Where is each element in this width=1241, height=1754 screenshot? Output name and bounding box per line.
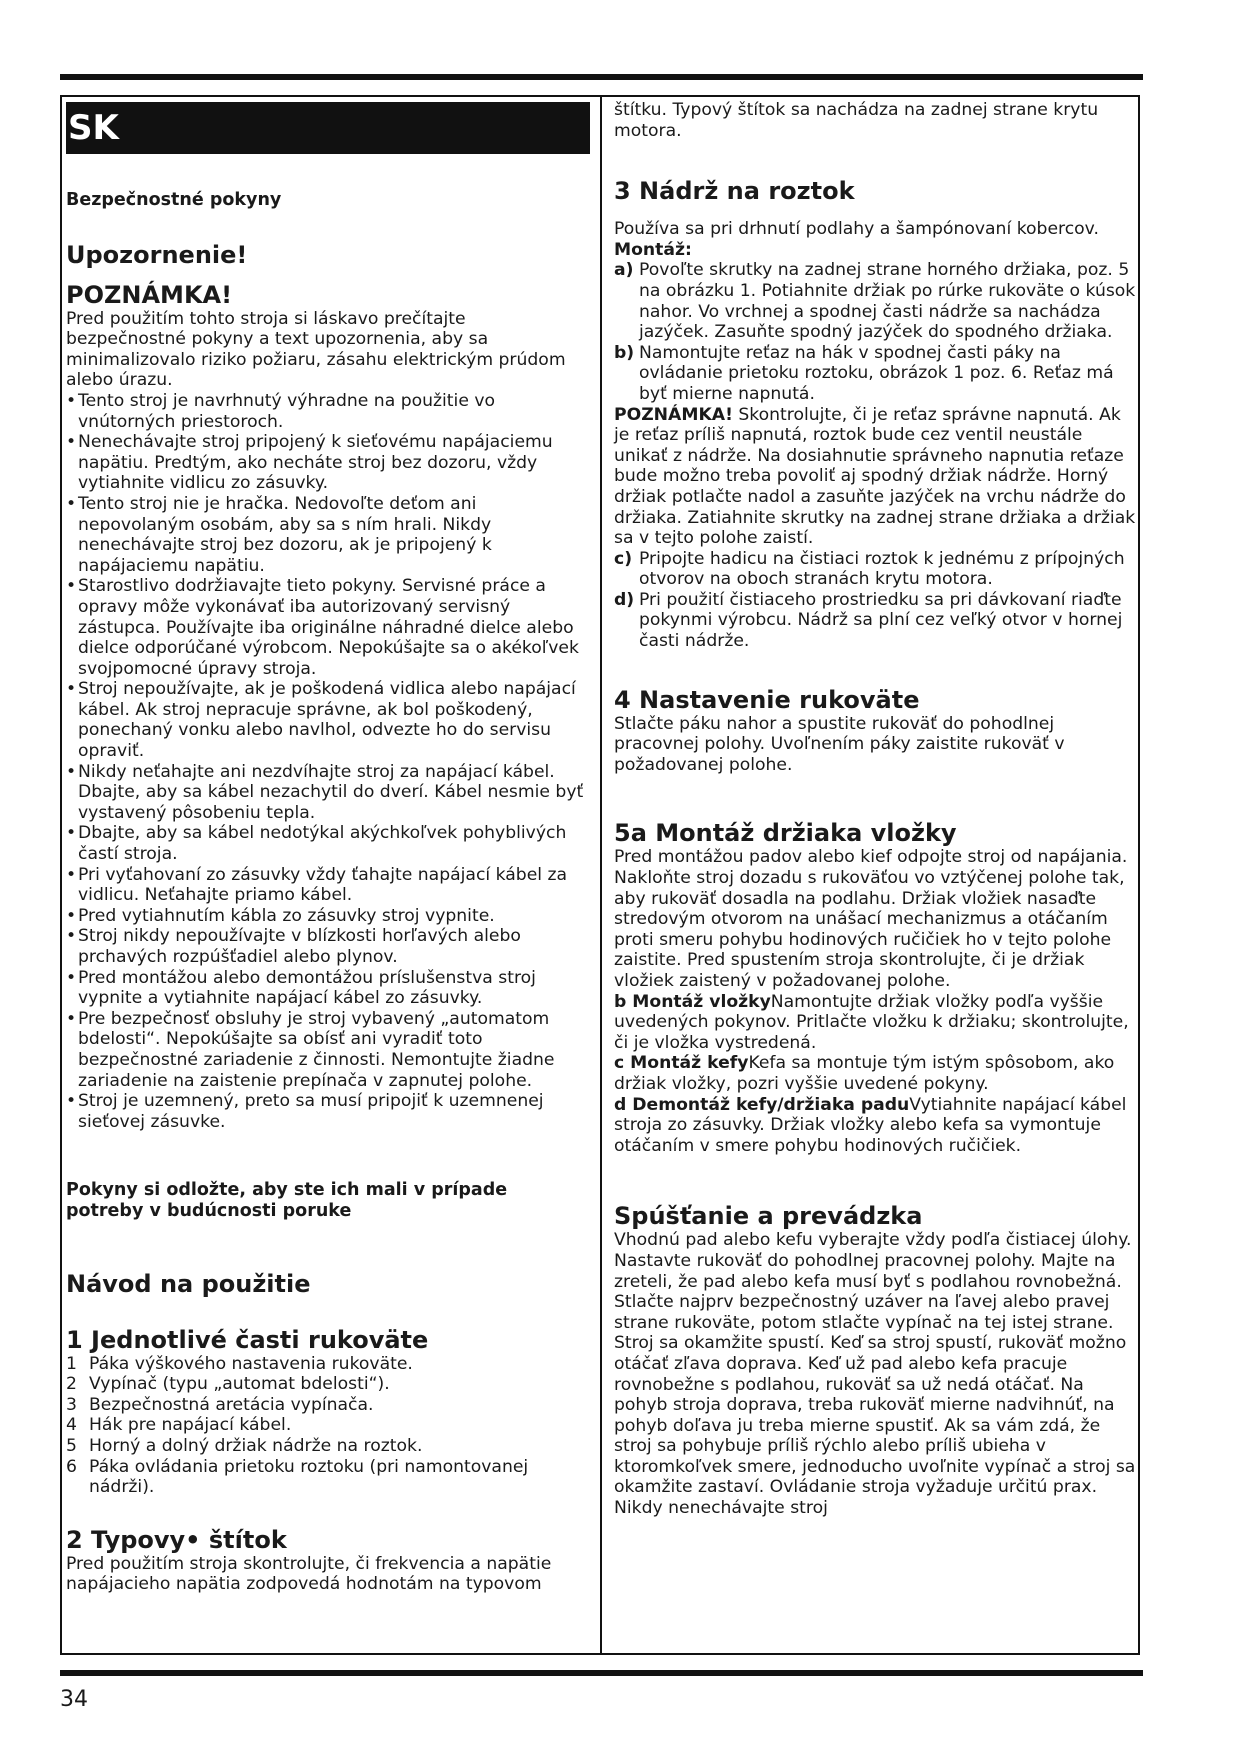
section-5-text: Pred montážou padov alebo kief odpojte stroj od napájania. Nakloňte stroj dozadu s rukoväťou vo vztýčenej polohe tak, aby rukoväť dosadla na podlahu. Držiak vložiek nasaďte stredovým otvorom na unášací mechanizmus a otáčaním proti smeru pohybu hodinových ručičiek ho v tejto polohe zaistite. Pred spustením stroja skontrolujte, či je držiak vložiek zaistený v požadovanej polohe. — [614, 847, 1128, 991]
list-item: • Tento stroj je navrhnutý výhradne na použitie vo vnútorných priestoroch. — [66, 391, 590, 432]
list-item: b) Namontujte reťaz na hák v spodnej časti páky na ovládanie prietoku roztoku, obrázok 1 poz. 6. Reťaz má byť mierne napnutá. — [614, 342, 1114, 404]
list-item: 1 Páka výškového nastavenia rukoväte. — [66, 1353, 413, 1374]
column-divider — [600, 95, 602, 1655]
list-item: 4 Hák pre napájací kábel. — [66, 1415, 292, 1436]
list-item: 3 Bezpečnostná aretácia vypínača. — [66, 1394, 374, 1415]
tank-steps-a-b — [614, 260, 1136, 404]
list-item: • Stroj nepoužívajte, ak je poškodená vidlica alebo napájací kábel. Ak stroj nepracuje správne, ak bol poškodený, ponechaný vonku alebo navlhol, odvezte ho do servisu opraviť. — [66, 679, 590, 761]
manual-heading: Návod na použitie — [66, 1269, 311, 1298]
section-5-heading: 5a Montáž držiaka vložky — [614, 819, 957, 848]
tank-steps-c-d — [614, 549, 1136, 652]
list-item: • Pre bezpečnosť obsluhy je stroj vybavený „automatom bdelosti“. Nepokúšajte sa obísť ani vyradiť toto bezpečnostné zariadenie z činnosti. Nemontujte žiadne zariadenie na zaistenie prepínača v zapnutej polohe. — [66, 1009, 590, 1091]
left-column — [66, 100, 590, 1595]
top-rule — [60, 74, 1143, 80]
language-bar: SK — [66, 102, 590, 154]
section-1-heading: 1 Jednotlivé časti rukoväte — [66, 1325, 429, 1354]
list-item: d) Pri použití čistiaceho prostriedku sa pri dávkovaní riaďte pokynmi výrobcu. Nádrž sa plní cez veľký otvor v hornej časti nádrže. — [614, 589, 1123, 652]
keep-instructions-note: Pokyny si odložte, aby ste ich mali v prípade potreby v budúcnosti poruke — [66, 1180, 508, 1221]
note-heading: POZNÁMKA! — [66, 280, 233, 309]
handle-parts-list — [66, 1354, 590, 1498]
safety-bullets — [66, 391, 590, 1132]
section-3-note: POZNÁMKA! Skontrolujte, či je reťaz správne napnutá. Ak je reťaz príliš napnutá, roztok bude cez ventil neustále unikať z nádrže. Na dosiahnutie správneho napnutia reťaze bude možno treba povoliť aj spodný držiak nádrže. Horný držiak potlačte nadol a zasuňte jazýček na vrchu nádrže do držiaka. Zatiahnite skrutky na zadnej strane držiaka a držiak sa v tejto polohe zaistí. — [614, 404, 1136, 549]
list-item: • Stroj je uzemnený, preto sa musí pripojiť k uzemnenej sieťovej zásuvke. — [66, 1091, 590, 1132]
list-item: 2 Vypínač (typu „automat bdelosti“). — [66, 1374, 390, 1395]
bottom-rule — [60, 1670, 1143, 1676]
safety-intro: Pred použitím tohto stroja si láskavo prečítajte bezpečnostné pokyny a text upozornenia, aby sa minimalizovalo riziko požiaru, zásahu elektrickým prúdom alebo úrazu. — [66, 308, 566, 391]
warning-heading: Upozornenie! — [66, 240, 248, 269]
section-2-heading: 2 Typovy• štítok — [66, 1525, 287, 1554]
section-4-text: Stlačte páku nahor a spustite rukoväť do pohodlnej pracovnej polohy. Uvoľnením páky zaistite rukoväť v požadovanej polohe. — [614, 713, 1065, 775]
right-column — [614, 100, 1136, 1519]
list-item: • Nenechávajte stroj pripojený k sieťovému napájaciemu napätiu. Predtým, ako necháte stroj bez dozoru, vždy vytiahnite vidlicu zo zásuvky. — [66, 432, 590, 494]
list-item: 6 Páka ovládania prietoku roztoku (pri namontovanej nádrži). — [66, 1456, 529, 1498]
list-item: • Pred vytiahnutím kábla zo zásuvky stroj vypnite. — [66, 906, 590, 927]
safety-title: Bezpečnostné pokyny — [66, 190, 282, 210]
section-6-heading: Spúšťanie a prevádzka — [614, 1202, 923, 1231]
list-item: • Starostlivo dodržiavajte tieto pokyny. Servisné práce a opravy môže vykonávať iba autorizovaný servisný zástupca. Používajte iba originálne náhradné dielce alebo dielce odporúčané výrobcom. Nepokúšajte sa o akékoľvek svojpomocné úpravy stroja. — [66, 576, 590, 679]
list-item: • Nikdy neťahajte ani nezdvíhajte stroj za napájací kábel. Dbajte, aby sa kábel nezachytil do dverí. Kábel nesmie byť vystavený pôsobeniu tepla. — [66, 762, 590, 824]
section-4-heading: 4 Nastavenie rukoväte — [614, 685, 920, 714]
list-item: • Stroj nikdy nepoužívajte v blízkosti horľavých alebo prchavých rozpúšťadiel alebo plynov. — [66, 926, 590, 967]
section-5-b: b Montáž vložkyNamontujte držiak vložky podľa vyššie uvedených pokynov. Pritlačte vložku k držiaku; skontrolujte, či je vložka vystredená. — [614, 991, 1129, 1053]
list-item: 5 Horný a dolný držiak nádrže na roztok. — [66, 1435, 423, 1456]
section-5-d: d Demontáž kefy/držiaka paduVytiahnite napájací kábel stroja zo zásuvky. Držiak vložky alebo kefa sa vymontuje otáčaním v smere pohybu hodinových ručičiek. — [614, 1094, 1127, 1156]
section-2-text: Pred použitím stroja skontrolujte, či frekvencia a napätie napájacieho napätia zodpovedá hodnotám na typovom — [66, 1553, 552, 1595]
list-item: c) Pripojte hadicu na čistiaci roztok k jednému z prípojných otvorov na oboch stranách krytu motora. — [614, 548, 1125, 590]
section-6-text: Vhodnú pad alebo kefu vyberajte vždy podľa čistiacej úlohy. Nastavte rukoväť do pohodlnej pracovnej polohy. Majte na zreteli, že pad alebo kefa musí byť s podlahou rovnobežná. Stlačte najprv bezpečnostný uzáver na ľavej alebo pravej strane rukoväte, potom stlačte vypínač na tej istej strane. Stroj sa okamžite spustí. Keď sa stroj spustí, rukoväť možno otáčať zľava doprava. Keď už pad alebo kefa pracuje rovnobežne s podlahou, rukoväť sa už nedá otáčať. Na pohyb stroja doprava, treba rukoväť mierne nadvihnúť, na pohyb doľava ju treba mierne spustiť. Ak sa vám zdá, že stroj sa pohybuje príliš rýchlo alebo príliš ubieha v ktoromkoľvek smere, jednoducho uvoľnite vypínač a stroj sa okamžite zastaví. Ovládanie stroja vyžaduje určitú prax. Nikdy nenechávajte stroj — [614, 1230, 1136, 1519]
list-item: a) Povoľte skrutky na zadnej strane horného držiaka, poz. 5 na obrázku 1. Potiahnite držiak po rúrke rukoväte o kúsok nahor. Vo vrchnej a spodnej časti nádrže sa nachádza jazýček. Zasuňte spodný jazýček do spodného držiaka. — [614, 260, 1136, 343]
list-item: • Tento stroj nie je hračka. Nedovoľte deťom ani nepovolaným osobám, aby sa s ním hrali. Nikdy nenechávajte stroj bez dozoru, ak je pripojený k napájaciemu napätiu. — [66, 494, 590, 576]
list-item: • Pred montážou alebo demontážou príslušenstva stroj vypnite a vytiahnite napájací kábel zo zásuvky. — [66, 968, 590, 1009]
section-3-intro: Používa sa pri drhnutí podlahy a šampónovaní kobercov. — [614, 219, 1099, 240]
section-2-continued: štítku. Typový štítok sa nachádza na zadnej strane krytu motora. — [614, 100, 1099, 141]
list-item: • Pri vyťahovaní zo zásuvky vždy ťahajte napájací kábel za vidlicu. Neťahajte priamo kábel. — [66, 865, 590, 906]
montaz-label: Montáž: — [614, 239, 692, 260]
page-number: 34 — [60, 1687, 88, 1712]
section-3-heading: 3 Nádrž na roztok — [614, 177, 855, 206]
section-5-c: c Montáž kefyKefa sa montuje tým istým spôsobom, ako držiak vložky, pozri vyššie uvedené pokyny. — [614, 1053, 1115, 1094]
list-item: • Dbajte, aby sa kábel nedotýkal akýchkoľvek pohyblivých častí stroja. — [66, 823, 590, 864]
